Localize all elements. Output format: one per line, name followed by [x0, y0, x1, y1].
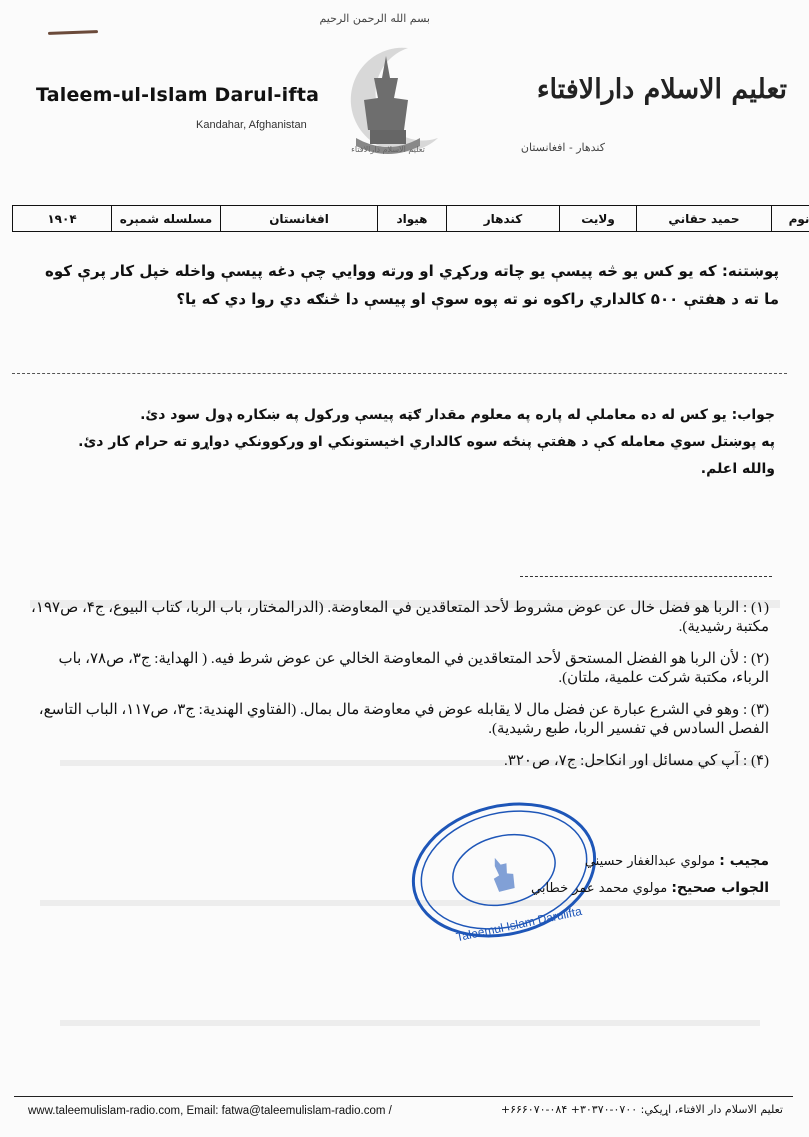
logo-caption: تعلیم الاسلام دارالافتاء: [351, 145, 425, 154]
answer-line: [35, 402, 775, 429]
stamp-english-text: Taleemul Islam Darulifta: [454, 904, 584, 945]
reference-item: (۱) : الربا هو فضل خال عن عوض مشروط لأحد المتعاقدين في المعاوضة. (الدرالمختار، باب الربا، كتاب البيوع، ج۴، ص۱۹۷، مكتبة رشيدية).: [31, 600, 769, 635]
fatwa-info-table: [12, 205, 809, 232]
serial-number-label-cell: مسلسله شمېره: [112, 206, 221, 232]
institution-location-arabic: کندهار - افغانستان: [520, 141, 605, 154]
references-section: [29, 599, 769, 784]
approver-name: مولوي محمد عمر خطابي: [530, 881, 668, 896]
answer-closing: والله اعلم.: [700, 461, 775, 477]
question-text: كه يو كس يو څه پيسې يو چاته وركړي او ورته ووايي چې دغه پيسې واخله خپل كار پرې كوه ما ته د هفتې ۵۰۰ كالداري راكوه نو ته پوه سوې او پيسې دا څنګه دي روا دي كه يا؟: [45, 262, 779, 308]
question-section: [29, 257, 779, 313]
question-label: پوښتنه:: [721, 262, 779, 280]
bismillah: بسم الله الرحمن الرحيم: [319, 12, 430, 25]
footer-divider: [14, 1096, 793, 1097]
province-label-cell: ولايت: [560, 206, 637, 232]
answer-section: [35, 402, 775, 483]
mujib-label: مجيب :: [719, 853, 769, 869]
mujib-name: مولوي عبدالغفار حسيني: [584, 854, 716, 869]
reference-item: (۴) : آپ كي مسائل اور انكاحل: ج۷، ص۳۲۰.: [504, 753, 769, 769]
institution-name-english: Taleem-ul-Islam Darul-ifta: [36, 84, 320, 106]
province-value-cell: كندهار: [447, 206, 560, 232]
institution-name-arabic: تعلیم الاسلام دارالافتاء: [536, 74, 787, 105]
country-value-cell: افغانستان: [221, 206, 378, 232]
signatures-section: [409, 848, 769, 902]
institution-location-english: Kandahar, Afghanistan: [196, 119, 307, 131]
footer-contact-arabic: تعليم الاسلام دار الافتاء، اړيكي: ۰۷۰۰-۳۰۳۷۰+ ۰۸۴-۶۶۶۰۷۰+: [500, 1103, 783, 1116]
footer-contact-english: www.taleemulislam-radio.com, Email: fatwa@taleemulislam-radio.com /: [28, 1105, 392, 1117]
answer-line: په پوښتل سوي معامله كې د هفتې پنځه سوه كالداري اخيستونكي او وركوونكي دواړو ته حرام كار دئ.: [78, 434, 775, 450]
approval-label: الجواب صحيح:: [671, 880, 769, 896]
approval-signature: [409, 875, 769, 902]
references-divider: [520, 576, 772, 577]
mujib-signature: [409, 848, 769, 875]
answer-label: جواب:: [731, 407, 775, 423]
country-label-cell: هيواد: [378, 206, 447, 232]
serial-number-value-cell: ۱۹۰۴: [13, 206, 112, 232]
reference-item: (۳) : وهو في الشرع عبارة عن فضل مال لا يقابله عوض في معاوضة مال بمال. (الفتاوي الهندية: ج۳، ص۱۱۷، الباب التاسع، الفصل السادس في تفسير الربا، طبع رشيدية).: [38, 702, 769, 737]
reference-item: (۲) : لأن الربا هو الفضل المستحق لأحد المتعاقدين في المعاوضة الخالي عن عوض شرط فيه. ( الهداية: ج۳، ص۷۸، باب الرباء، مكتبة شركت علمية، ملتان).: [58, 651, 769, 686]
answer-line-text: يو كس له ده معاملې له پاره په معلوم مقدار ګټه پيسې وركول په ښكاره ډول سود دئ.: [140, 407, 727, 423]
fatwa-info-row: [13, 206, 809, 232]
question-answer-divider: [12, 373, 787, 374]
name-value-cell: حميد حقاني: [637, 206, 772, 232]
name-label-cell: نوم: [772, 206, 809, 232]
